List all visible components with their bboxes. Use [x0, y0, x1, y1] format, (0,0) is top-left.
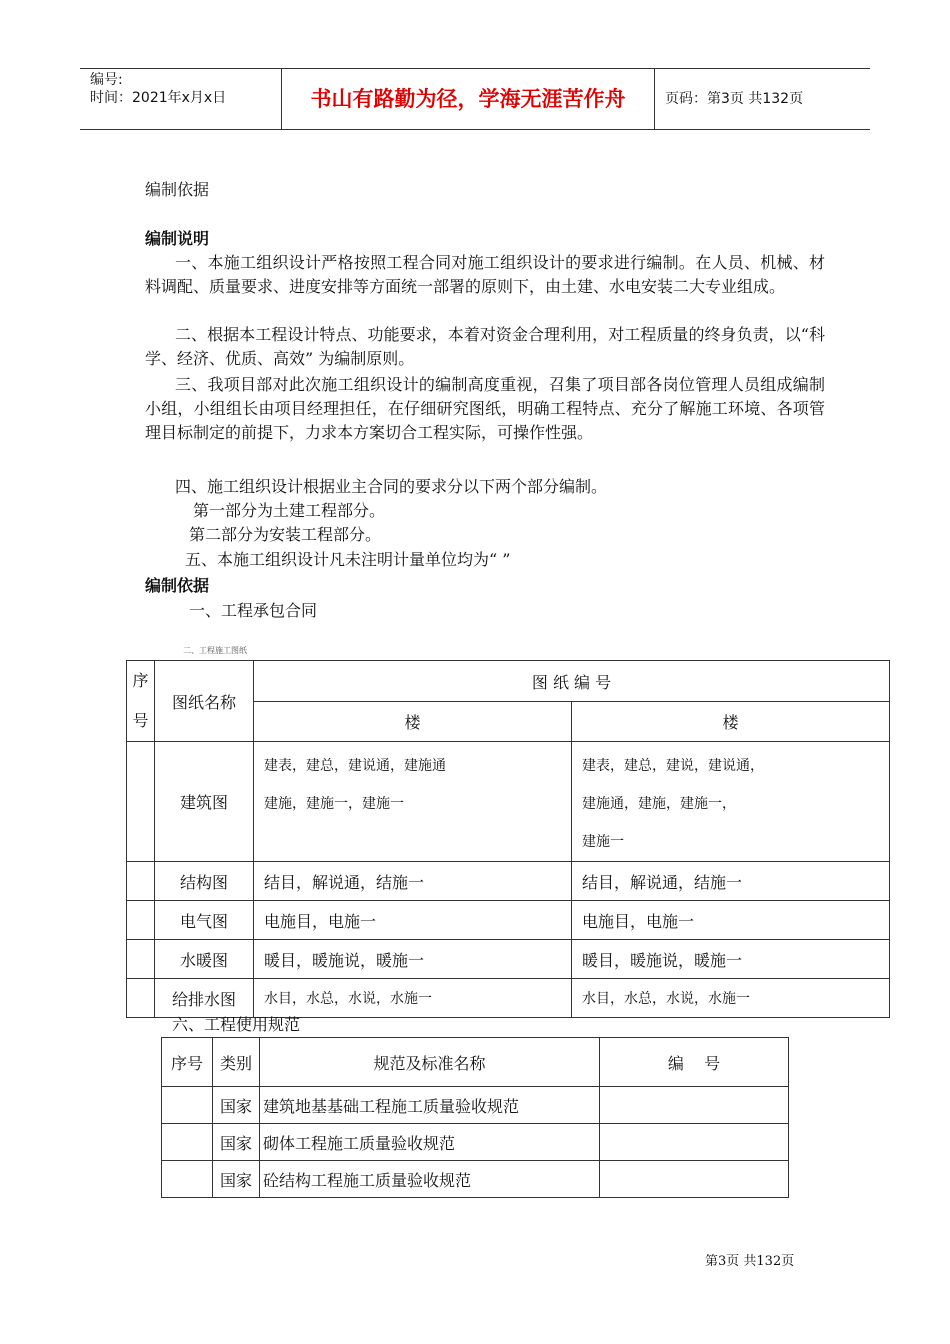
standards-title: 六、工程使用规范: [172, 1015, 301, 1034]
paragraph-4: 四、施工组织设计根据业主合同的要求分以下两个部分编制。: [175, 477, 608, 496]
table-row: [162, 1038, 789, 1087]
header-standard-name: 规范及标准名称: [260, 1038, 600, 1087]
type-cell: 国家: [213, 1087, 260, 1124]
code-line: 建施通，建施，建施一，: [582, 796, 736, 812]
code-cell: [600, 1124, 789, 1161]
table-row: [162, 1161, 789, 1198]
part-1: 第一部分为土建工程部分。: [193, 501, 386, 520]
header-type: 类别: [213, 1038, 260, 1087]
code-line: 建施，建施一，建施一: [264, 796, 404, 812]
header-name-cell: 图纸名称: [155, 661, 254, 742]
building-b-codes: 电施目，电施一: [572, 901, 890, 940]
seq-cell: [127, 901, 155, 940]
standards-table: [161, 1037, 789, 1198]
drawing-name: 建筑图: [155, 742, 254, 862]
seq-cell: [127, 979, 155, 1018]
paragraph-5: 五、本施工组织设计凡未注明计量单位均为“ ”: [185, 550, 511, 569]
table-row: [127, 901, 890, 940]
paragraph-3: 三、我项目部对此次施工组织设计的编制高度重视，召集了项目部各岗位管理人员组成编制小组，小组组长由项目经理担任，在仔细研究图纸，明确工程特点、充分了解施工环境、各项管理目标制定的前提下，力求本方案切合工程实际，可操作性强。: [145, 375, 825, 442]
building-b-codes: [572, 742, 890, 862]
basis-item-1: 一、工程承包合同: [189, 601, 318, 620]
table-row: [127, 742, 890, 862]
header-page-number: 页码：第3页 共132页: [665, 91, 804, 107]
drawing-name: 电气图: [155, 901, 254, 940]
table-row: [162, 1087, 789, 1124]
code-line: 建表，建总，建说通，建施通: [264, 758, 446, 774]
header-divider: [654, 69, 655, 129]
table-row: [127, 661, 890, 702]
seq-cell: [127, 862, 155, 901]
header-code: 编 号: [600, 1038, 789, 1087]
building-b-codes: 暖目，暖施说，暖施一: [572, 940, 890, 979]
drawing-name: 给排水图: [155, 979, 254, 1018]
seq-cell: [162, 1087, 213, 1124]
paragraph-1: 一、本施工组织设计严格按照工程合同对施工组织设计的要求进行编制。在人员、机械、材料调配、质量要求、进度安排等方面统一部署的原则下，由土建、水电安装二大专业组成。: [145, 253, 825, 296]
seq-cell: [162, 1124, 213, 1161]
code-line: 建表，建总，建说，建说通，: [582, 758, 764, 774]
building-b-codes: 水目，水总，水说，水施一: [572, 979, 890, 1018]
header-meta: [90, 71, 282, 107]
seq-cell: [127, 742, 155, 862]
building-a-codes: 结目，解说通，结施一: [254, 862, 572, 901]
type-cell: 国家: [213, 1161, 260, 1198]
building-b-codes: 结目，解说通，结施一: [572, 862, 890, 901]
table-row: [127, 979, 890, 1018]
drawing-name: 水暖图: [155, 940, 254, 979]
paragraph-2: 二、根据本工程设计特点、功能要求，本着对资金合理利用，对工程质量的终身负责，以“科学、经济、优质、高效” 为编制原则。: [145, 325, 825, 368]
standard-name-cell: 建筑地基基础工程施工质量验收规范: [260, 1087, 600, 1124]
header-seq-cell: [127, 661, 155, 742]
header-number: 图 纸 编 号: [254, 661, 890, 702]
table-row: [127, 940, 890, 979]
number-label: 编号:: [90, 72, 123, 88]
code-cell: [600, 1087, 789, 1124]
time-label: 时间：2021年x月x日: [90, 90, 227, 106]
page-header: [80, 68, 870, 130]
table-row: [162, 1124, 789, 1161]
basis-item-2-label: 二、工程施工图纸: [183, 646, 247, 655]
drawing-name: 结构图: [155, 862, 254, 901]
section-title-basis: 编制依据: [145, 576, 210, 595]
part-2: 第二部分为安装工程部分。: [189, 525, 382, 544]
seq-cell: [162, 1161, 213, 1198]
header-seq: 序号: [162, 1038, 213, 1087]
building-a-codes: 暖目，暖施说，暖施一: [254, 940, 572, 979]
standard-name-cell: 砌体工程施工质量验收规范: [260, 1124, 600, 1161]
top-heading: 编制依据: [145, 180, 210, 199]
seq-cell: [127, 940, 155, 979]
code-cell: [600, 1161, 789, 1198]
building-a-codes: 电施目，电施一: [254, 901, 572, 940]
header-motto: 书山有路勤为径，学海无涯苦作舟: [310, 87, 626, 111]
header-building-b: 楼: [572, 702, 890, 742]
drawings-table: [126, 660, 890, 1018]
type-cell: 国家: [213, 1124, 260, 1161]
standard-name-cell: 砼结构工程施工质量验收规范: [260, 1161, 600, 1198]
page-footer: 第3页 共132页: [705, 1254, 795, 1269]
header-building-a: 楼: [254, 702, 572, 742]
table-row: [127, 862, 890, 901]
code-line: 建施一: [582, 834, 624, 850]
header-seq: 序号: [132, 671, 149, 730]
section-title-explanation: 编制说明: [145, 229, 210, 248]
building-a-codes: [254, 742, 572, 862]
building-a-codes: 水目，水总，水说，水施一: [254, 979, 572, 1018]
